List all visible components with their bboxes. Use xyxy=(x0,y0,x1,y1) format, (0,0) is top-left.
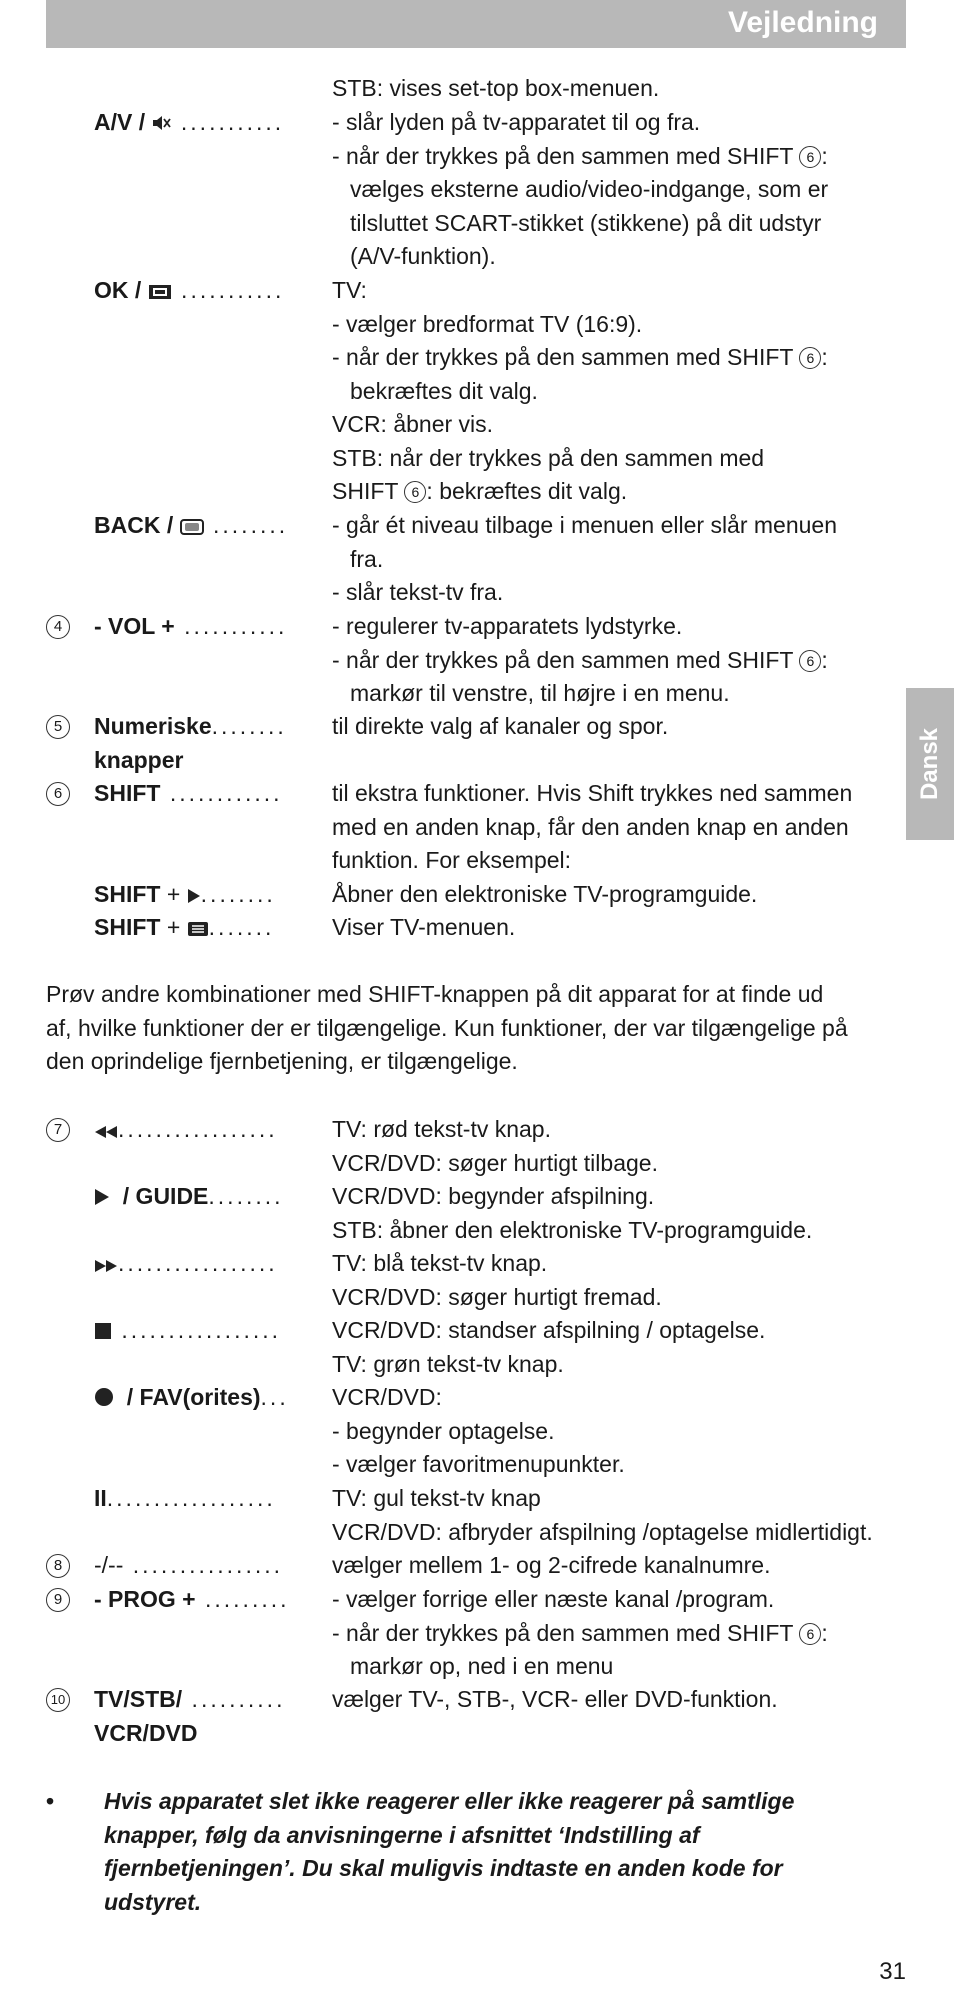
record-icon xyxy=(94,1383,114,1417)
desc-line: VCR: åbner vis. xyxy=(332,411,494,437)
note-line: fjernbetjeningen’. Du skal muligvis indtaste en anden kode for xyxy=(104,1855,783,1881)
key-label: -/-- ................ xyxy=(94,1552,284,1578)
callout-number: 7 xyxy=(46,1118,70,1142)
key-label: SHIFT ............ xyxy=(94,780,283,806)
key-label: OK / ........... xyxy=(94,274,332,310)
note-line: udstyret. xyxy=(104,1888,202,1915)
desc-line: markør op, ned i en menu xyxy=(350,1653,614,1679)
shift-6-badge: 6 xyxy=(799,347,821,369)
mute-icon xyxy=(152,108,172,142)
key-label: ................. xyxy=(94,1113,332,1149)
callout-number: 9 xyxy=(46,1588,70,1612)
desc-line: VCR/DVD: søger hurtigt tilbage. xyxy=(332,1149,658,1176)
desc-line: - når der trykkes på den sammen med SHIFT xyxy=(332,344,794,370)
stop-icon xyxy=(94,1316,112,1350)
desc-line: med en anden knap, får den anden knap en anden xyxy=(332,813,849,840)
desc-line: SHIFT xyxy=(332,478,399,504)
desc-line: VCR/DVD: søger hurtigt fremad. xyxy=(332,1283,662,1310)
desc-line: - når der trykkes på den sammen med SHIFT xyxy=(332,646,794,673)
page-title: Vejledning xyxy=(727,6,878,39)
desc-line: TV: gul tekst-tv knap xyxy=(332,1485,541,1511)
desc-line: - vælger forrige eller næste kanal /program. xyxy=(332,1586,775,1612)
desc-line: VCR/DVD: standser afspilning / optagelse. xyxy=(332,1317,766,1343)
desc-line: - begynder optagelse. xyxy=(332,1417,555,1444)
desc-line: - når der trykkes på den sammen med SHIFT xyxy=(332,1619,794,1646)
desc-line: TV: grøn tekst-tv knap. xyxy=(332,1350,564,1377)
desc-line: VCR/DVD: xyxy=(332,1384,442,1410)
desc-line: fra. xyxy=(350,545,384,572)
language-tab-label: Dansk xyxy=(916,727,943,801)
desc-line: - slår tekst-tv fra. xyxy=(332,579,504,605)
desc-line: VCR/DVD: afbryder afspilning /optagelse midlertidigt. xyxy=(332,1518,873,1545)
desc-line: - regulerer tv-apparatets lydstyrke. xyxy=(332,613,683,639)
desc-line: TV: xyxy=(332,277,367,303)
key-label: BACK / ........ xyxy=(94,509,332,545)
desc-line: - når der trykkes på den sammen med SHIFT xyxy=(332,142,794,169)
desc-line: vælges eksterne audio/video-indgange, som er xyxy=(350,176,829,202)
paragraph-line: af, hvilke funktioner der er tilgængelige. Kun funktioner, der var tilgængelige på xyxy=(46,1014,848,1041)
note-block xyxy=(46,1785,886,1919)
fast-forward-icon xyxy=(94,1249,118,1283)
desc-line: til ekstra funktioner. Hvis Shift trykkes ned sammen xyxy=(332,780,853,806)
key-label: TV/STB/ .......... xyxy=(94,1686,286,1712)
shift-6-badge: 6 xyxy=(799,650,821,672)
play-icon xyxy=(94,1182,110,1216)
key-label: ................. xyxy=(94,1314,332,1350)
desc-line: til direkte valg af kanaler og spor. xyxy=(332,713,669,739)
shift-6-badge: 6 xyxy=(799,1623,821,1645)
desc-line: - slår lyden på tv-apparatet til og fra. xyxy=(332,109,701,135)
key-label: - VOL + ........... xyxy=(94,613,288,639)
callout-number: 8 xyxy=(46,1554,70,1578)
desc-line: tilsluttet SCART-stikket (stikkene) på dit udstyr xyxy=(350,209,822,236)
desc-line: (A/V-funktion). xyxy=(350,243,496,269)
desc-line: STB: vises set-top box-menuen. xyxy=(332,75,660,101)
desc-line: VCR/DVD: begynder afspilning. xyxy=(332,1183,655,1209)
desc-line: TV: rød tekst-tv knap. xyxy=(332,1116,551,1142)
shift-6-badge: 6 xyxy=(799,146,821,168)
desc-line: TV: blå tekst-tv knap. xyxy=(332,1250,548,1276)
desc-line: - vælger favoritmenupunkter. xyxy=(332,1451,625,1477)
key-label: ................. xyxy=(94,1247,332,1283)
key-label: Numeriske........ xyxy=(94,713,287,739)
key-label-line2: VCR/DVD xyxy=(94,1719,198,1746)
paragraph-line: Prøv andre kombinationer med SHIFT-knappen på dit apparat for at finde ud xyxy=(46,981,824,1007)
key-label: / FAV(orites)... xyxy=(94,1381,332,1417)
desc-line: funktion. For eksempel: xyxy=(332,847,572,873)
desc-line: STB: når der trykkes på den sammen med xyxy=(332,444,765,471)
desc-line: markør til venstre, til højre i en menu. xyxy=(350,680,730,706)
tv-menu-icon xyxy=(187,913,209,947)
key-label: SHIFT + ....... xyxy=(94,911,332,947)
desc-line: STB: åbner den elektroniske TV-programguide. xyxy=(332,1216,813,1243)
desc-line: - går ét niveau tilbage i menuen eller slår menuen xyxy=(332,512,838,538)
desc-line: Viser TV-menuen. xyxy=(332,914,516,940)
desc-line: - vælger bredformat TV (16:9). xyxy=(332,310,643,337)
shift-6-badge: 6 xyxy=(404,481,426,503)
desc-line: vælger mellem 1- og 2-cifrede kanalnumre. xyxy=(332,1552,771,1578)
note-line: knapper, følg da anvisningerne i afsnittet ‘Indstilling af xyxy=(104,1821,700,1848)
note-line: Hvis apparatet slet ikke reagerer eller ikke reagerer på samtlige xyxy=(104,1788,795,1814)
callout-number: 10 xyxy=(46,1688,70,1712)
desc-line: vælger TV-, STB-, VCR- eller DVD-funktion. xyxy=(332,1686,778,1712)
widescreen-icon xyxy=(148,276,172,310)
screen-icon xyxy=(180,511,204,545)
key-label: - PROG + ......... xyxy=(94,1586,290,1612)
desc-line: : bekræftes dit valg. xyxy=(426,478,628,504)
paragraph-line: den oprindelige fjernbetjening, er tilgængelige. xyxy=(46,1048,518,1074)
rewind-icon xyxy=(94,1115,118,1149)
page-number: 31 xyxy=(879,1958,906,1985)
key-label-line2: knapper xyxy=(94,746,184,773)
desc-line: bekræftes dit valg. xyxy=(350,377,538,404)
language-tab xyxy=(906,688,954,840)
play-icon xyxy=(187,880,201,914)
key-label: II.................. xyxy=(94,1485,276,1511)
desc-line: Åbner den elektroniske TV-programguide. xyxy=(332,881,758,907)
header-bar xyxy=(46,0,906,48)
note-bullet: • xyxy=(46,1788,55,1814)
callout-number: 6 xyxy=(46,782,70,806)
key-label: SHIFT + ........ xyxy=(94,878,332,914)
callout-number: 4 xyxy=(46,615,70,639)
key-label: / GUIDE........ xyxy=(94,1180,332,1216)
key-label: A/V / ........... xyxy=(94,106,332,142)
callout-number: 5 xyxy=(46,715,70,739)
shift-paragraph xyxy=(46,978,886,1079)
